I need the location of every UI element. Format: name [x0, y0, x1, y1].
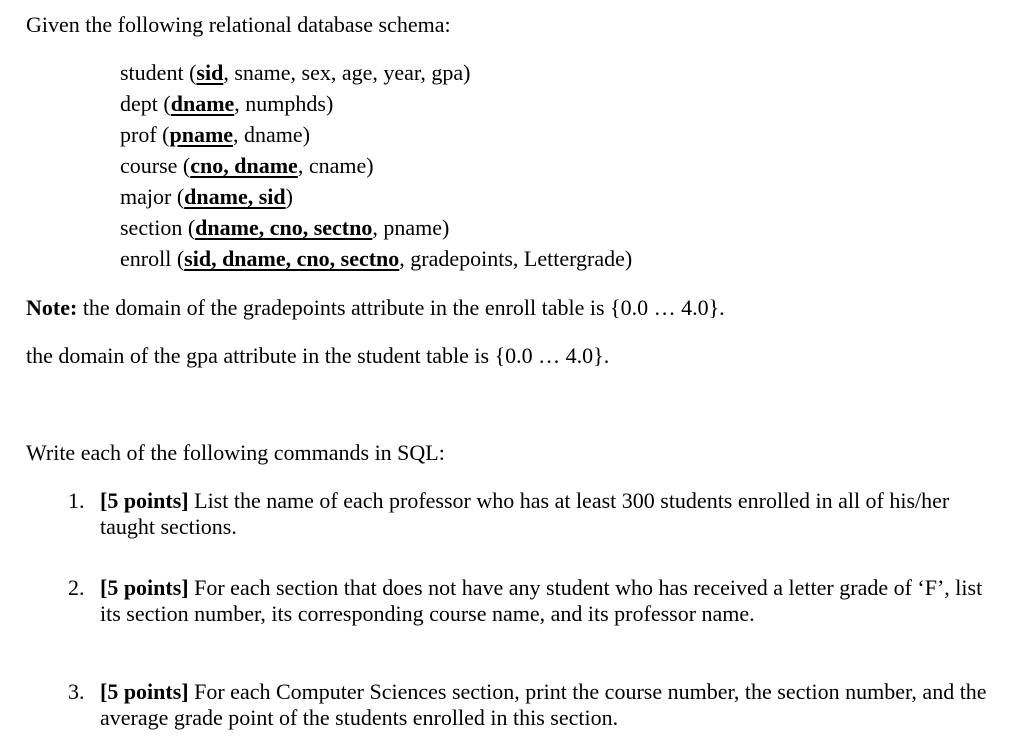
note-line-1: [26, 295, 725, 321]
question-text: For each section that does not have any student who has received a letter grade of ‘F’, list its section number, its corresponding course name, and its professor name.: [100, 575, 983, 627]
note-text-1: the domain of the gradepoints attribute in the enroll table is {0.0 … 4.0}.: [77, 295, 725, 320]
relation-attributes: ): [285, 184, 293, 209]
primary-key: dname: [170, 91, 235, 116]
question-number: 3.: [68, 679, 85, 704]
relation-open: (: [182, 215, 196, 240]
relation-name: enroll: [120, 246, 172, 271]
relation-name: section: [120, 215, 183, 240]
schema-relation-section: [120, 215, 632, 246]
schema-relation-prof: [120, 122, 632, 153]
question-body: [100, 679, 1008, 732]
relation-attributes: , pname): [372, 215, 450, 240]
schema-list: [120, 60, 632, 277]
relation-attributes: , gradepoints, Lettergrade): [399, 246, 633, 271]
note-label: Note:: [26, 295, 78, 320]
primary-key: sid, dname, cno, sectno: [184, 246, 400, 271]
question-3: [68, 679, 1008, 732]
primary-key: cno, dname: [190, 153, 298, 178]
schema-relation-major: [120, 184, 632, 215]
question-points: [5 points]: [100, 575, 189, 600]
relation-open: (: [156, 122, 170, 147]
relation-name: major: [120, 184, 172, 209]
question-text: For each Computer Sciences section, print the course number, the section number, and the average grade point of the students enrolled in this section.: [100, 679, 987, 731]
relation-attributes: , cname): [297, 153, 374, 178]
primary-key: dname, cno, sectno: [195, 215, 373, 240]
relation-name: prof: [120, 122, 157, 147]
primary-key: pname: [169, 122, 234, 147]
question-2: [68, 575, 1008, 628]
primary-key: sid: [196, 60, 224, 85]
relation-name: course: [120, 153, 178, 178]
relation-open: (: [177, 153, 191, 178]
question-points: [5 points]: [100, 679, 189, 704]
primary-key: dname, sid: [184, 184, 286, 209]
relation-attributes: , dname): [233, 122, 311, 147]
relation-open: (: [171, 246, 185, 271]
schema-relation-student: [120, 60, 632, 91]
question-number: 1.: [68, 488, 85, 513]
relation-open: (: [183, 60, 197, 85]
note-line-2: the domain of the gpa attribute in the student table is {0.0 … 4.0}.: [26, 343, 610, 368]
question-body: [100, 575, 1008, 628]
intro-text: Given the following relational database schema:: [26, 12, 451, 37]
question-number: 2.: [68, 575, 85, 600]
relation-open: (: [157, 91, 171, 116]
relation-name: dept: [120, 91, 158, 116]
relation-attributes: , numphds): [234, 91, 334, 116]
relation-name: student: [120, 60, 184, 85]
schema-relation-enroll: [120, 246, 632, 277]
schema-relation-dept: [120, 91, 632, 122]
instruction-text: Write each of the following commands in SQL:: [26, 440, 445, 465]
question-points: [5 points]: [100, 488, 189, 513]
question-1: [68, 488, 1008, 541]
schema-relation-course: [120, 153, 632, 184]
relation-attributes: , sname, sex, age, year, gpa): [223, 60, 471, 85]
question-text: List the name of each professor who has at least 300 students enrolled in all of his/her taught sections.: [100, 488, 950, 540]
question-body: [100, 488, 1008, 541]
relation-open: (: [171, 184, 185, 209]
